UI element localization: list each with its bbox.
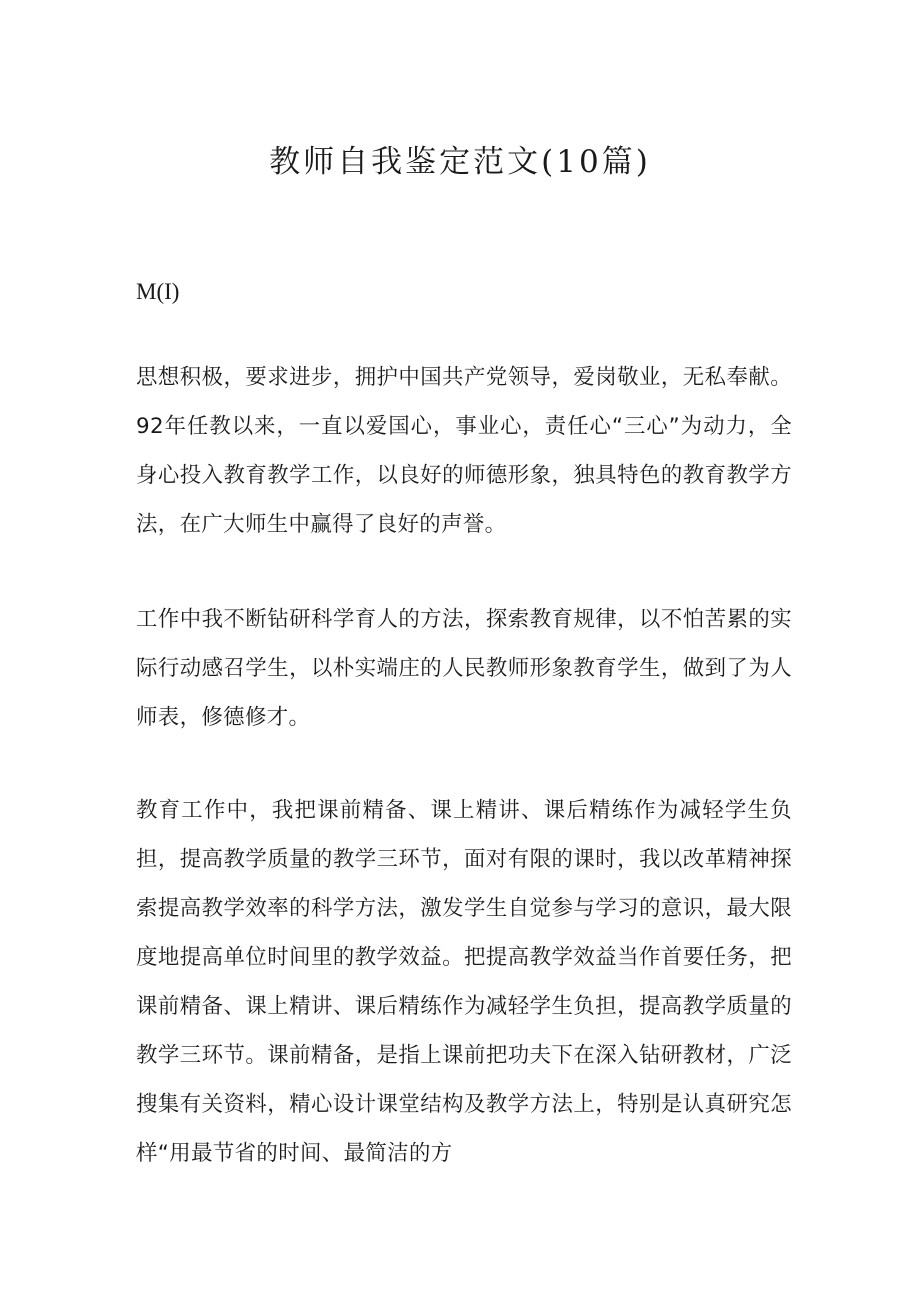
paragraph-3: 教育工作中，我把课前精备、课上精讲、课后精练作为减轻学生负担，提高教学质量的教学三环节，面对有限的课时，我以改革精神探索提高教学效率的科学方法，激发学生自觉参与学习的意识，最大限度地提高单位时间里的教学效益。把提高教学效益当作首要任务，把课前精备、课上精讲、课后精练作为减轻学生负担，提高教学质量的教学三环节。课前精备，是指上课前把功夫下在深入钻研教材，广泛搜集有关资料，精心设计课堂结构及教学方法上，特别是认真研究怎样“用最节省的时间、最简洁的方 — [136, 798, 792, 1166]
paragraph-1: 思想积极，要求进步，拥护中国共产党领导，爱岗敬业，无私奉献。92年任教以来，一直以爱国心，事业心，责任心“三心”为动力，全身心投入教育教学工作，以良好的师德形象，独具特色的教育教学方法，在广大师生中赢得了良好的声誉。 — [136, 365, 792, 537]
section-label: M(I) — [136, 279, 180, 304]
paragraph-2: 工作中我不断钻研科学育人的方法，探索教育规律，以不怕苦累的实际行动感召学生，以朴实端庄的人民教师形象教育学生，做到了为人师表，修德修才。 — [136, 607, 792, 730]
document-title: 教师自我鉴定范文(10篇) — [269, 144, 651, 180]
